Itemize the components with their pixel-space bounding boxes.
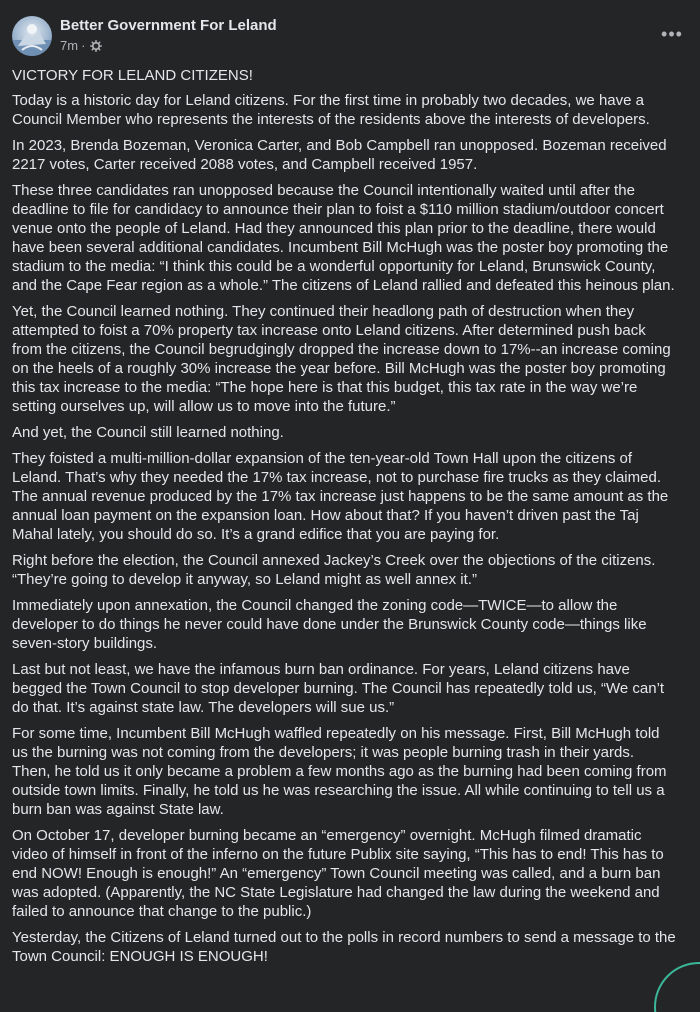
post-paragraph: And yet, the Council still learned nothing. bbox=[12, 424, 284, 441]
gear-icon[interactable] bbox=[90, 40, 102, 52]
post-paragraph: For some time, Incumbent Bill McHugh waffled repeatedly on his message. First, Bill McHugh told us the burning was not coming from the developers; it was people burning trash in their yards. Then, he told us it only became a problem a few months ago as the burning had been coming from outside town limits. Finally, he told us he was researching the issue. All while continuing to tell us a burn ban was against State law. bbox=[12, 725, 667, 818]
post-paragraph: In 2023, Brenda Bozeman, Veronica Carter, and Bob Campbell ran unopposed. Bozeman received 2217 votes, Carter received 2088 votes, and Campbell received 1957. bbox=[12, 137, 667, 173]
more-horizontal-icon: ••• bbox=[661, 23, 683, 44]
meta-separator: · bbox=[81, 38, 86, 53]
page-name-link[interactable]: Better Government For Leland bbox=[60, 17, 277, 34]
post-paragraph: Immediately upon annexation, the Council changed the zoning code—TWICE—to allow the developer to do things he never could have done under the Brunswick County code—things like seven-story buildings. bbox=[12, 597, 647, 652]
post-title: VICTORY FOR LELAND CITIZENS! bbox=[12, 67, 253, 84]
post-body bbox=[12, 66, 676, 973]
page-avatar[interactable] bbox=[12, 16, 52, 56]
post-paragraph: Yet, the Council learned nothing. They continued their headlong path of destruction when they attempted to foist a 70% property tax increase onto Leland citizens. After determined push back from the citizens, the Council begrudgingly dropped the increase down to 17%--an increase coming on the heels of a roughly 30% increase the year before. Bill McHugh was the poster boy promoting this tax increase to the media: “The hope here is that this budget, this tax rate in the way we’re setting ourselves up, will allow us to move into the future.” bbox=[12, 303, 671, 415]
post-paragraph: Right before the election, the Council annexed Jackey’s Creek over the objections of the citizens. “They’re going to develop it anyway, so Leland might as well annex it.” bbox=[12, 552, 656, 588]
post-paragraph: Today is a historic day for Leland citizens. For the first time in probably two decades, we have a Council Member who represents the interests of the residents above the interests of developers. bbox=[12, 92, 650, 128]
post-header bbox=[12, 14, 688, 58]
post-paragraph: On October 17, developer burning became an “emergency” overnight. McHugh filmed dramatic video of himself in front of the inferno on the future Publix site saying, “This has to end! This has to end NOW! Enough is enough!” An “emergency” Town Council meeting was called, and a burn ban was adopted. (Apparently, the NC State Legislature had changed the law during the weekend and failed to announce that change to the public.) bbox=[12, 827, 664, 920]
post-paragraph: These three candidates ran unopposed because the Council intentionally waited until after the deadline to file for candidacy to announce their plan to foist a $110 million stadium/outdoor concert venue onto the people of Leland. Had they announced this plan prior to the deadline, there would have been several additional candidates. Incumbent Bill McHugh was the poster boy promoting the stadium to the media: “I think this could be a wonderful opportunity for Leland, Brunswick County, and the Cape Fear region as a whole.” The citizens of Leland rallied and defeated this heinous plan. bbox=[12, 182, 675, 294]
post-paragraph: They foisted a multi-million-dollar expansion of the ten-year-old Town Hall upon the citizens of Leland. That’s why they needed the 17% tax increase, not to purchase fire trucks as they claimed. The annual revenue produced by the 17% tax increase just happens to be the same amount as the annual loan payment on the expansion loan. How about that? If you haven’t driven past the Taj Mahal lately, you should do so. It’s a grand edifice that you are paying for. bbox=[12, 450, 669, 543]
post-paragraph: Last but not least, we have the infamous burn ban ordinance. For years, Leland citizens have begged the Town Council to stop developer burning. The Council has repeatedly told us, “We can’t do that. It’s against state law. The developers will sue us.” bbox=[12, 661, 665, 716]
avatar-image bbox=[12, 16, 52, 56]
post-meta bbox=[60, 38, 102, 53]
post-paragraph: Yesterday, the Citizens of Leland turned out to the polls in record numbers to send a message to the Town Council: ENOUGH IS ENOUGH! bbox=[12, 929, 676, 965]
post-options-button[interactable] bbox=[656, 18, 688, 50]
post-timestamp[interactable]: 7m bbox=[60, 38, 79, 53]
